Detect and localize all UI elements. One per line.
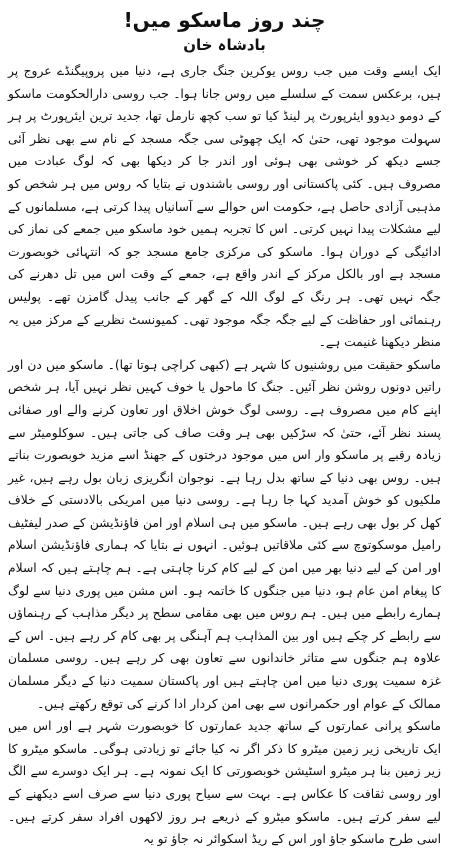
article-paragraph: ماسکو حقیقت میں روشنیوں کا شہر ہے (کبھی کراچی ہوتا تھا)۔ ماسکو میں دن اور راتیں دونوں روشن نظر آئیں۔ جنگ کا ماحول یا خوف کہیں نظر نہیں آیا، ہر شخص اپنے کام میں مصروف ہے۔ روسی لوگ خوش اخلاق اور تعاون کرنے والے اور صفائی پسند نظر آئے، حتیٰ کہ سڑکیں بھی ہر وقت صاف کی جاتی ہیں۔ سوکلومیٹر سے زیادہ رقبے پر ماسکو وار اس میں موجود درختوں کے جھنڈ اسے مزید خوبصورت بناتے ہیں۔ روس بھی دنیا کے ساتھ بدل رہا ہے۔ نوجوان انگریزی زبان بول رہے ہیں، غیر ملکیوں کو خوش آمدید کہا جا رہا ہے۔ روسی دنیا میں امریکی بالادستی کے خلاف کھل کر بول بھی رہے ہیں۔ ماسکو میں ہی اسلام اور امن فاؤنڈیشن کے صدر لیفٹیف رامیل موسکوتوچ سے کئی ملاقاتیں ہوئیں۔ انہوں نے بتایا کہ ہماری فاؤنڈیشن اسلام اور امن کے لیے دنیا بھر میں امن کے لیے کام کرنا چاہتی ہے۔ ہم چاہتے ہیں کہ اسلام کا پیغام امن عام ہو، دنیا میں جنگوں کا خاتمہ ہو۔ اس مشن میں پوری دنیا سے لوگ ہمارے رابطے میں ہیں۔ ہم روس میں بھی مقامی سطح پر دیگر مذاہب کے رہنماؤں سے رابطے کر چکے ہیں اور بین المذاہب ہم آہنگی پر بھی کام کر رہے ہیں۔ اس کے علاوہ ہم جنگوں سے متاثر خاندانوں سے تعاون بھی کر رہے ہیں۔ روسی مسلمان غزہ سمیت پوری دنیا میں امن چاہتے ہیں اور پاکستان سمیت دنیا کے دیگر مسلمان ممالک کے عوام اور حکمرانوں سے بھی امن کردار ادا کرنے کی توقع رکھتے ہیں۔: [8, 357, 441, 711]
article-title: چند روز ماسکو میں!: [123, 8, 326, 32]
article-body: [8, 60, 441, 851]
article-paragraph: ماسکو پرانی عمارتوں کے ساتھ جدید عمارتوں کا خوبصورت شہر ہے اور اس میں ایک تاریخی زیر زمین میٹرو کا ذکر اگر نہ کیا جائے تو زیادتی ہوگی۔ ماسکو میٹرو کا زیر زمین بنا ہر میٹرو اسٹیشن خوبصورتی کا ایک نمونہ ہے۔ ہر ایک دوسرے سے الگ اور روسی ثقافت کا عکاس ہے۔ بہت سے سیاح پوری دنیا سے صرف اسے دیکھنے کے لیے سفر کرتے ہیں۔ ماسکو میٹرو کے ذریعے ہر روز لاکھوں افراد سفر کرتے ہیں۔ اسی طرح ماسکو جاؤ اور اس کے ریڈ اسکوائر نہ جاؤ تو یہ: [8, 719, 441, 847]
article-author: بادشاہ خان: [183, 36, 266, 54]
article-paragraph: ایک ایسے وقت میں جب روس یوکرین جنگ جاری ہے، دنیا میں پروپیگنڈے عروج پر ہیں، برعکس سمت کے سلسلے میں روس جانا ہوا۔ جب روسی دارالحکومت ماسکو کے دومو دیدوو ایئرپورٹ پر لینڈ کیا تو سب کچھ نارمل تھا، جدید ترین ایئرپورٹ پر ہر سہولت موجود تھی، حتیٰ کہ ایک چھوٹی سی جگہ مسجد کے نام سے بھی نظر آئی جسے دیکھ کر خوشی بھی ہوئی اور اندر جا کر دیکھا بھی کہ لوگ عبادت میں مصروف ہیں۔ کئی پاکستانی اور روسی باشندوں نے بتایا کہ روس میں ہر شخص کو مذہبی آزادی حاصل ہے، حکومت اس حوالے سے آسانیاں پیدا کرتی ہے، مسلمانوں کے لیے مشکلات پیدا نہیں کرتی۔ اس کا تجربہ ہمیں خود ماسکو میں جمعے کی نماز کی ادائیگی کے دوران ہوا۔ ماسکو کی مرکزی جامع مسجد جو کہ انتہائی خوبصورت مسجد ہے اور بالکل مرکز کے اندر واقع ہے، جمعے کے وقت اس میں تل دھرنے کی جگہ نہیں تھی۔ ہر رنگ کے لوگ اللہ کے گھر کے جانب پیدل گامزن تھے۔ پولیس رہنمائی اور حفاظت کے لیے جگہ جگہ موجود تھی۔ کمیونسٹ نظریے کے مرکز میں یہ منظر دیکھنا غنیمت ہے۔: [8, 64, 441, 350]
